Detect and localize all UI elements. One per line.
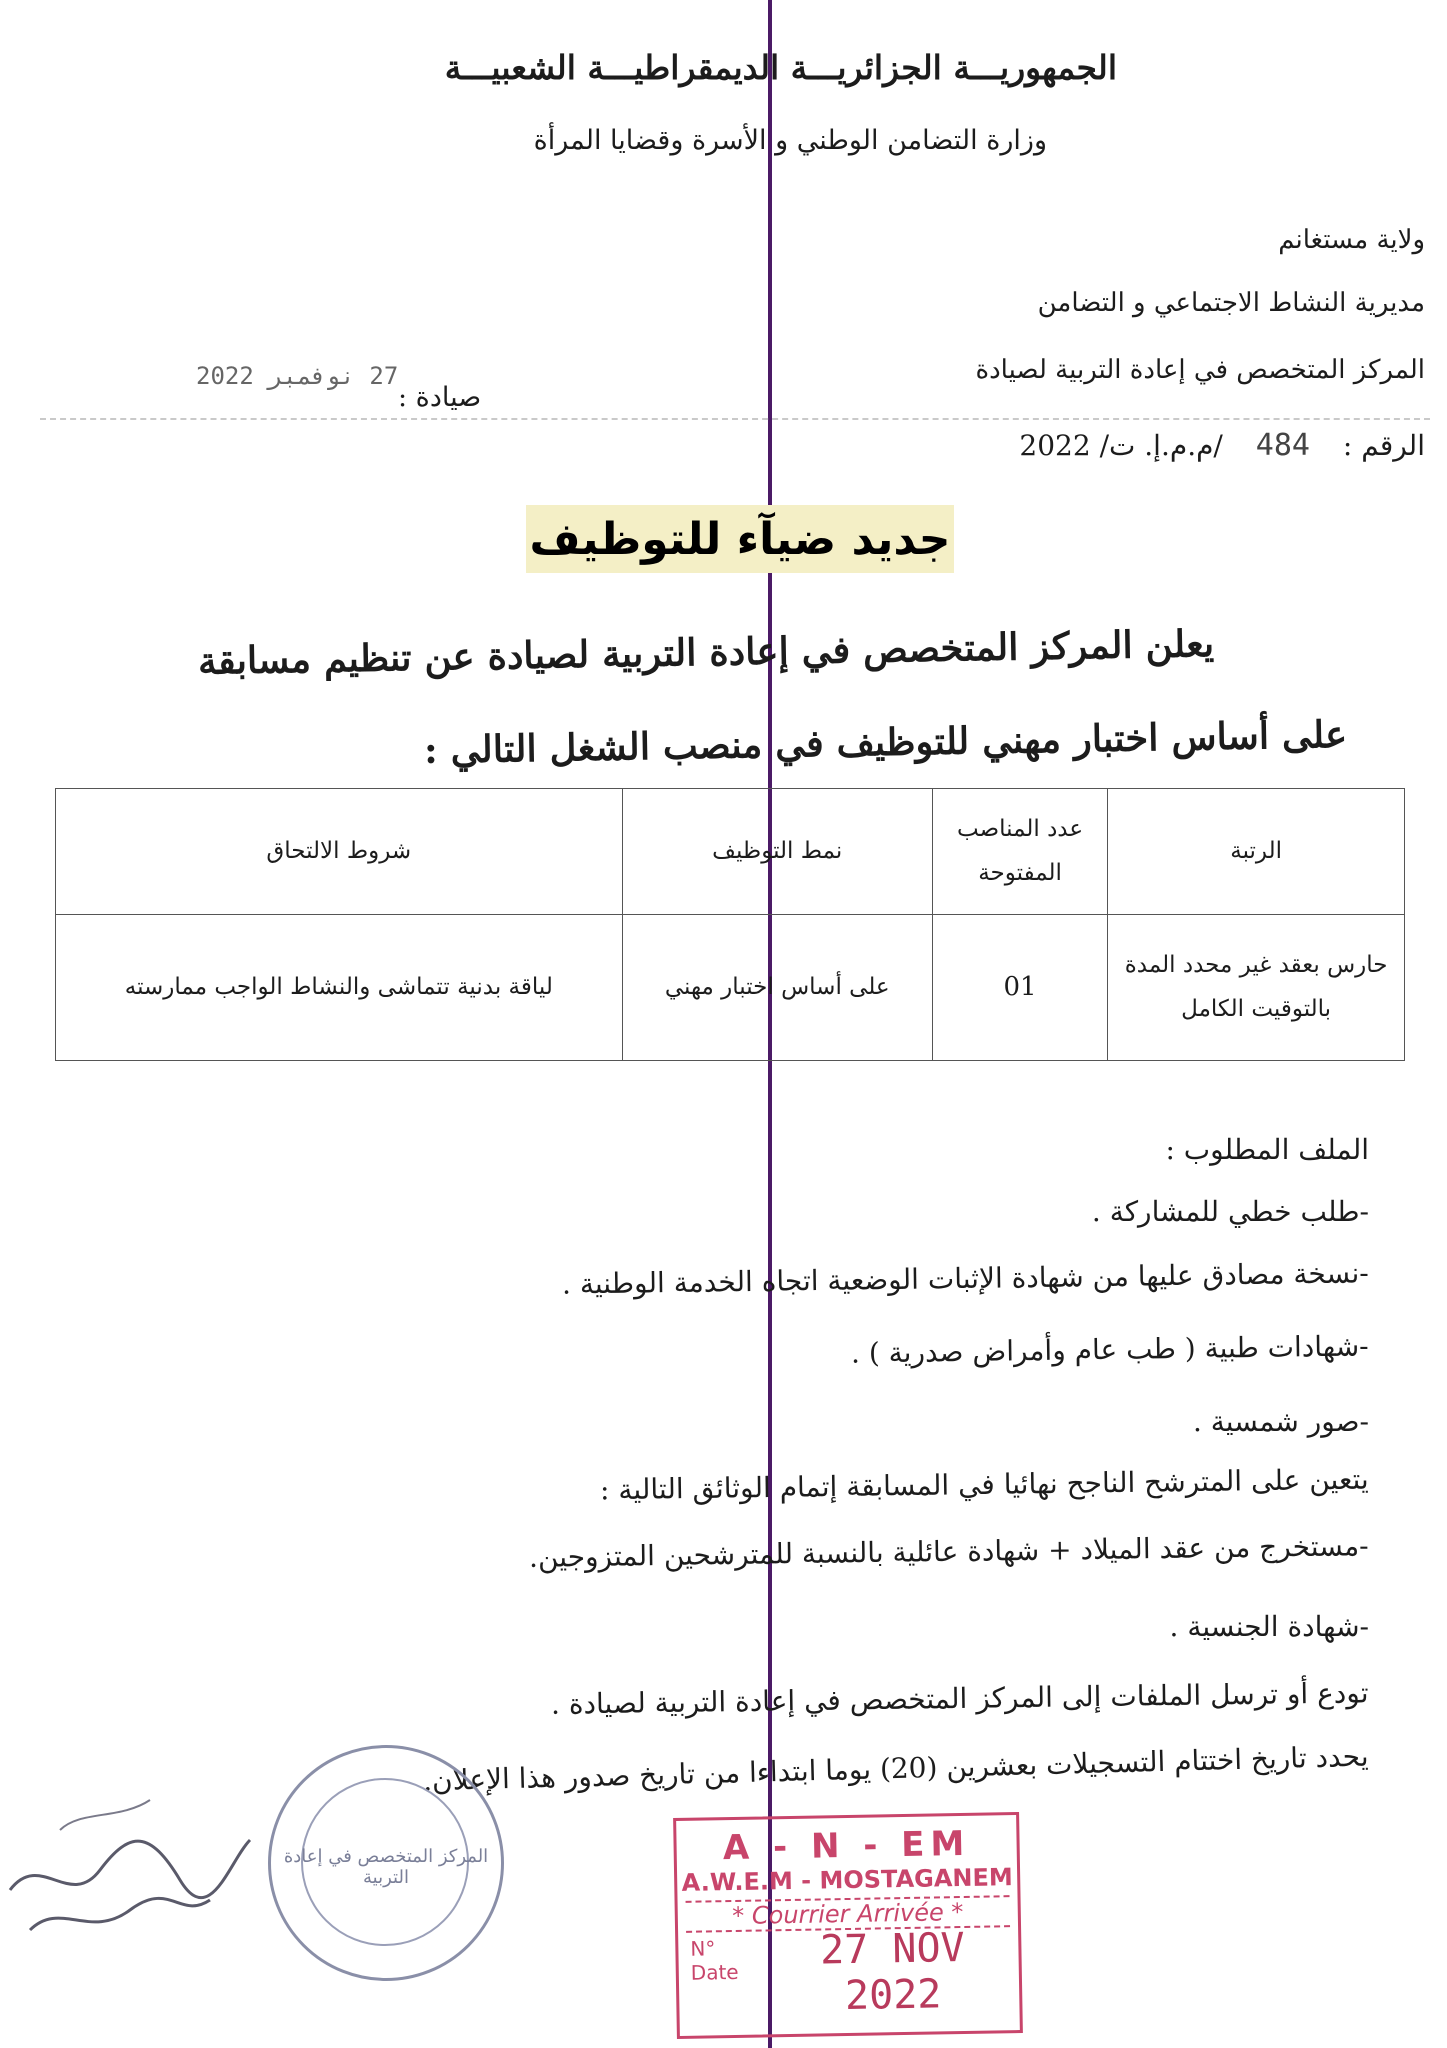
cell-rank: حارس بعقد غير محدد المدة بالتوقيت الكامل [1108, 915, 1405, 1061]
stamp-date-label: Date [690, 1959, 739, 1985]
ministry-name: وزارة التضامن الوطني و الأسرة وقضايا المرأة [533, 125, 1047, 156]
cell-positions: 01 [932, 915, 1107, 1061]
file-item-2: -نسخة مصادق عليها من شهادة الإثبات الوضعية اتجاه الخدمة الوطنية . [562, 1256, 1370, 1301]
reference-suffix: /م.م.إ. ت/ 2022 [1019, 429, 1223, 462]
cell-conditions: لياقة بدنية تتماشى والنشاط الواجب ممارسته [56, 915, 623, 1061]
announcement-line-1: يعلن المركز المتخصص في إعادة التربية لصيادة عن تنظيم مسابقة [197, 621, 1215, 683]
submission-note: تودع أو ترسل الملفات إلى المركز المتخصص في إعادة التربية لصيادة . [551, 1676, 1370, 1721]
winner-intro: يتعين على المترشح الناجح نهائيا في المسابقة إتمام الوثائق التالية : [600, 1462, 1370, 1507]
deadline-note: يحدد تاريخ اختتام التسجيلات بعشرين (20) يوما ابتداءا من تاريخ صدور هذا الإعلان. [423, 1739, 1370, 1798]
republic-title: الجمهوريـــة الجزائريـــة الديمقراطيـــة الشعبيـــة [444, 48, 1117, 87]
announcement-line-2: على أساس اختبار مهني للتوظيف في منصب الشغل التالي : [423, 711, 1348, 773]
winner-item-1: -مستخرج من عقد الميلاد + شهادة عائلية بالنسبة للمترشحين المتزوجين. [529, 1529, 1370, 1574]
header-positions: عدد المناصب المفتوحة [932, 789, 1107, 915]
center-name: المركز المتخصص في إعادة التربية لصيادة [975, 355, 1425, 385]
official-seal [268, 1745, 504, 1981]
reference-line [1019, 428, 1425, 463]
winner-item-2: -شهادة الجنسية . [1169, 1610, 1369, 1643]
header-conditions: شروط الالتحاق [56, 789, 623, 915]
dashed-separator [40, 418, 1430, 420]
table-header-row [56, 789, 1405, 915]
stamp-line-1: A - N - EM [722, 1823, 971, 1869]
header-mode: نمط التوظيف [622, 789, 932, 915]
table-row [56, 915, 1405, 1061]
header-rank: الرتبة [1108, 789, 1405, 915]
file-item-3: -شهادات طبية ( طب عام وأمراض صدرية ) . [851, 1329, 1370, 1370]
ad-banner: جديد ضيآء للتوظيف [526, 505, 954, 573]
place-label: صيادة : [398, 382, 482, 413]
positions-table [55, 788, 1405, 1061]
reference-label: الرقم : [1342, 429, 1425, 462]
directorate-name: مديرية النشاط الاجتماعي و التضامن [1037, 288, 1425, 318]
file-title: الملف المطلوب : [1165, 1133, 1369, 1166]
courier-arrival-stamp [673, 1812, 1023, 2039]
file-item-4: -صور شمسية . [1192, 1405, 1369, 1438]
handwritten-signature [0, 1770, 260, 1950]
seal-text: المركز المتخصص في إعادة التربية [283, 1846, 489, 1888]
stamp-line-3: * Courrier Arrivée * [686, 1895, 1011, 1933]
stamp-line-2: A.W.E.M - MOSTAGANEM [681, 1863, 1013, 1897]
date-received-stamp: 27 نوفمبر 2022 [196, 362, 399, 390]
stamp-number-label: N° [690, 1936, 716, 1961]
stamp-date: 27 NOV 2022 [819, 1924, 966, 2020]
file-item-1: -طلب خطي للمشاركة . [1091, 1195, 1369, 1228]
cell-mode: على أساس اختبار مهني [622, 915, 932, 1061]
reference-number: 484 [1255, 428, 1310, 463]
wilaya-name: ولاية مستغانم [1278, 225, 1425, 255]
